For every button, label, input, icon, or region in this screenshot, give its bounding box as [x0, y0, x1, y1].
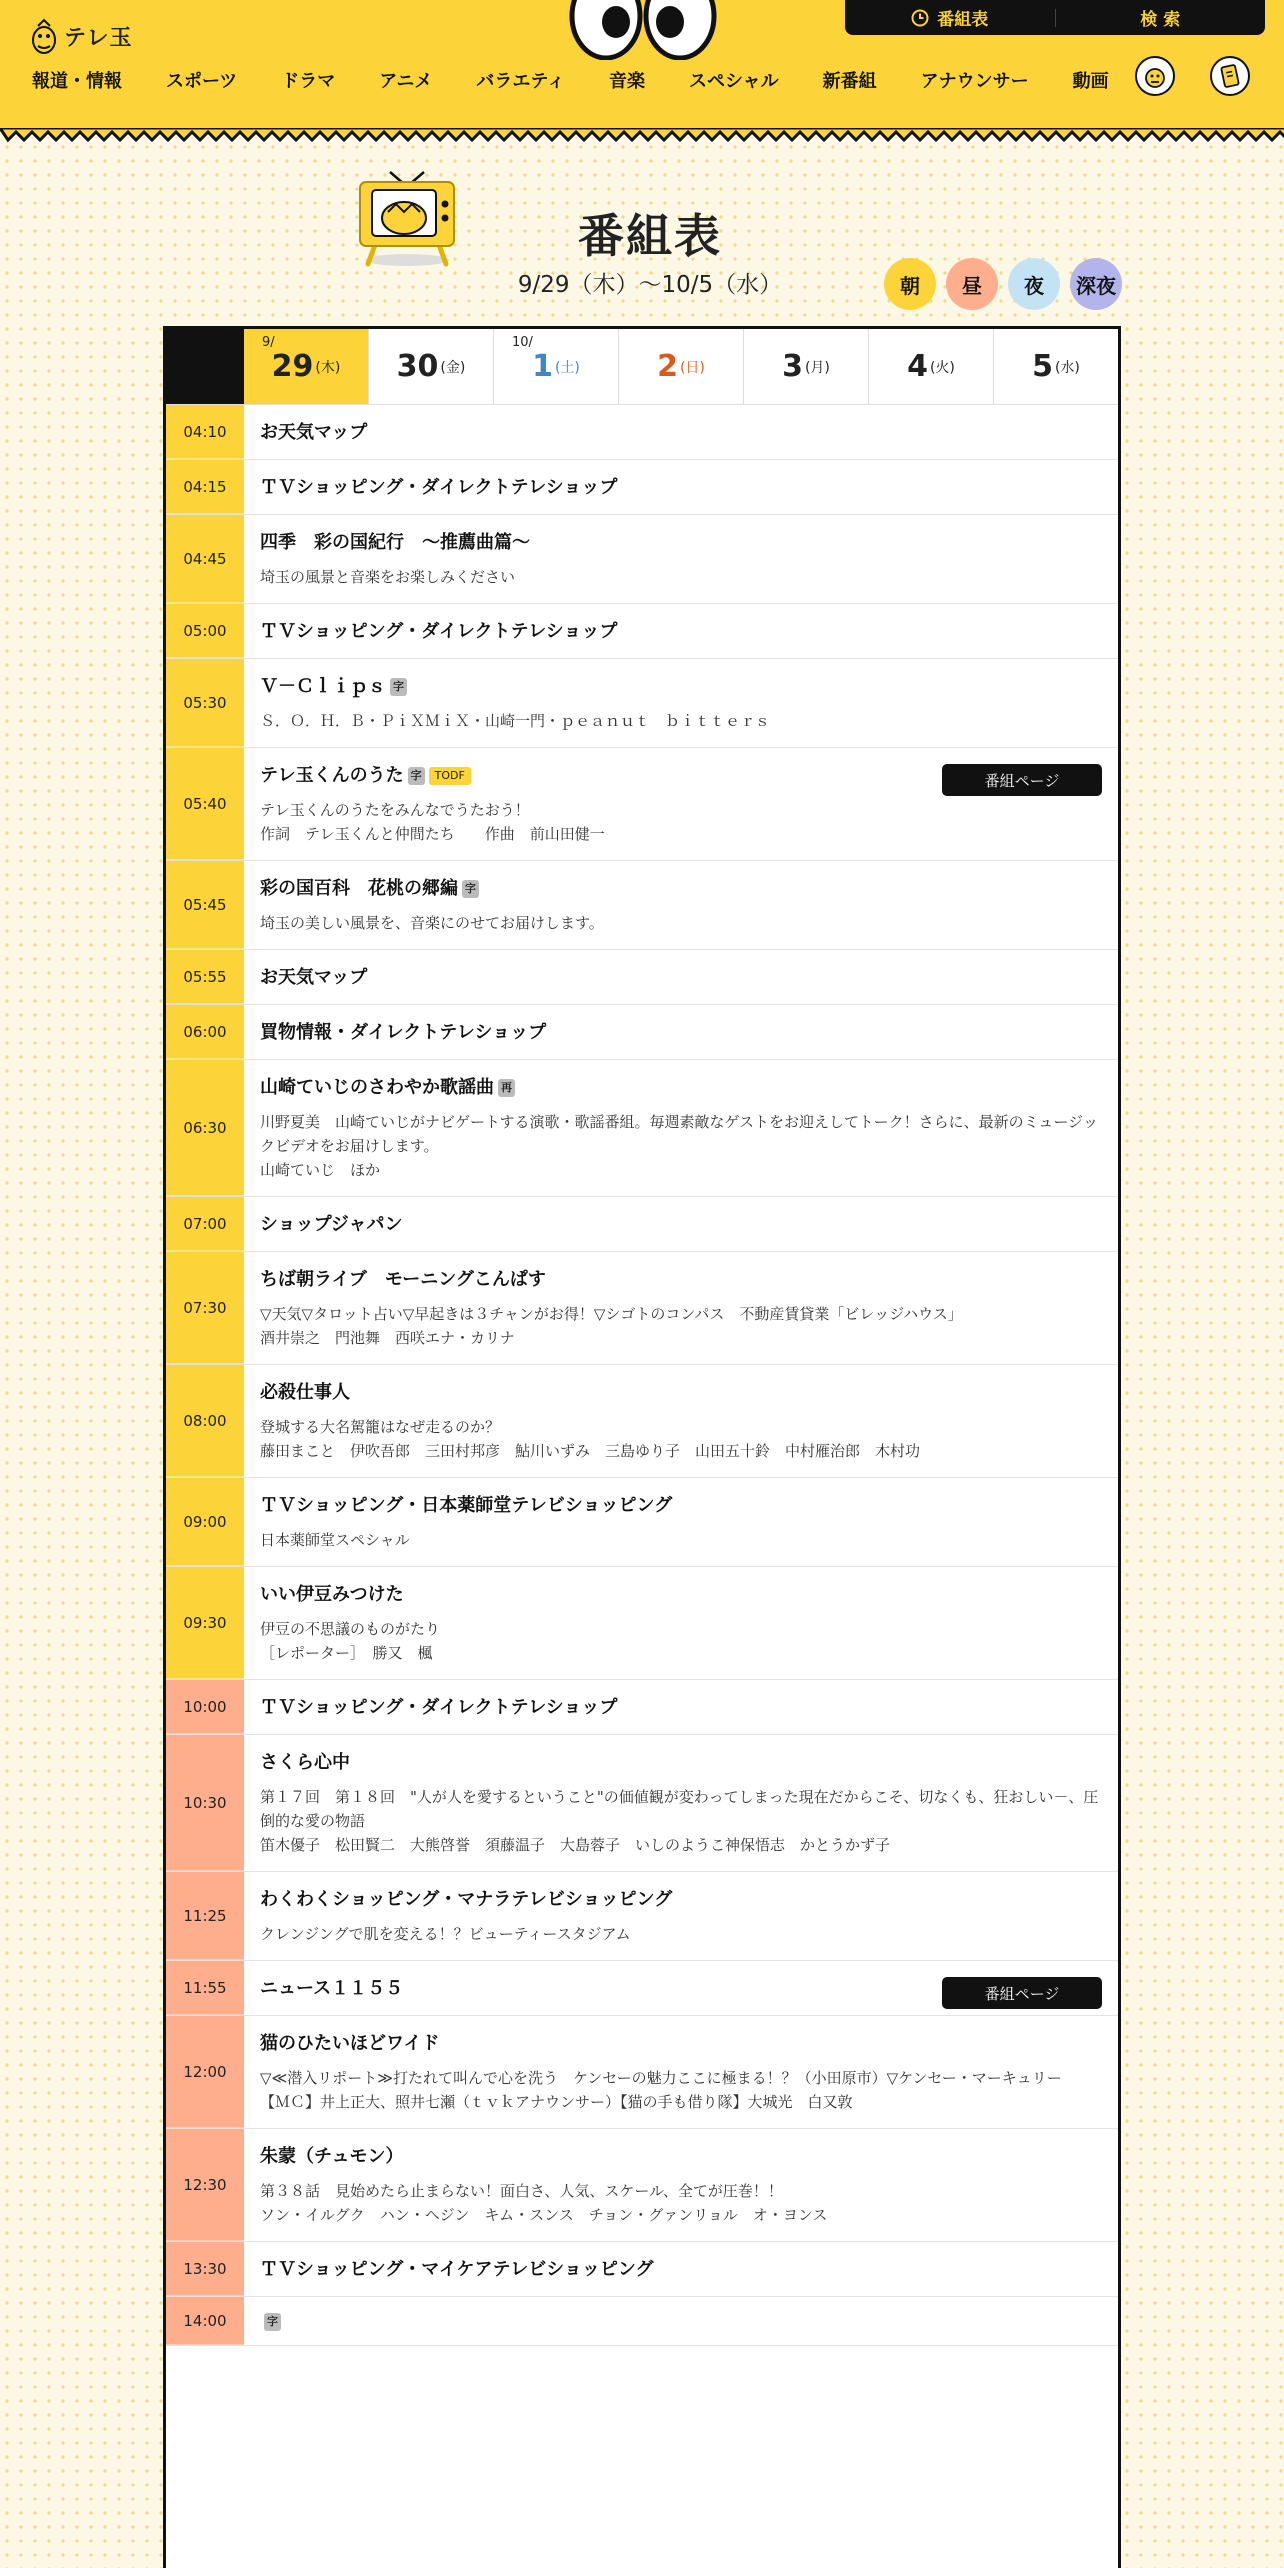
- program-title-line: [260, 2313, 1102, 2331]
- day-weekday: (月): [804, 359, 830, 376]
- caption-badge: 再: [498, 1079, 515, 1097]
- program-time: 10:30: [166, 1735, 244, 1871]
- day-weekday: (火): [929, 359, 955, 376]
- day-number: 1: [532, 349, 553, 384]
- main-nav: [30, 60, 1140, 100]
- program-row[interactable]: [166, 950, 1118, 1005]
- program-title[interactable]: 必殺仕事人: [260, 1382, 350, 1403]
- nav-drama[interactable]: ドラマ: [281, 71, 336, 92]
- day-tabs: [166, 329, 1118, 405]
- program-content: [244, 1365, 1118, 1477]
- program-time: 06:00: [166, 1005, 244, 1059]
- program-title[interactable]: 四季 彩の国紀行 ～推薦曲篇～: [260, 532, 530, 553]
- clock-icon: [911, 9, 929, 27]
- description-line: ▽≪潜入リポート≫打たれて叫んで心を洗う ケンセーの魅力ここに極まる！？（小田原市）▽ケンセー・マーキュリー: [260, 2069, 1062, 2087]
- program-title-line: [260, 2032, 1102, 2056]
- day-weekday: (金): [440, 359, 466, 376]
- day-weekday: (木): [315, 359, 341, 376]
- program-guide-link[interactable]: [845, 5, 1055, 30]
- description-line: ▽天気▽タロット占い▽早起きは３チャンがお得！▽シゴトのコンパス 不動産賃貸業「ビレッジハウス」: [260, 1305, 963, 1323]
- program-content: [244, 659, 1118, 747]
- program-row[interactable]: [166, 2242, 1118, 2297]
- time-late-night-button[interactable]: 深夜: [1070, 258, 1122, 310]
- program-title-line: [260, 675, 1102, 699]
- program-title[interactable]: ちば朝ライブ モーニングこんぱす: [260, 1269, 546, 1290]
- program-row[interactable]: [166, 1365, 1118, 1478]
- program-row[interactable]: [166, 1252, 1118, 1365]
- program-row[interactable]: [166, 460, 1118, 515]
- nav-anime[interactable]: アニメ: [379, 71, 433, 92]
- mascot-face-icon: [1142, 63, 1168, 89]
- program-row[interactable]: [166, 659, 1118, 748]
- program-content: [244, 1478, 1118, 1566]
- program-row[interactable]: [166, 2297, 1118, 2346]
- time-daytime-button[interactable]: 昼: [946, 258, 998, 310]
- program-title[interactable]: ニュース１１５５: [260, 1978, 404, 1999]
- program-title[interactable]: 猫のひたいほどワイド: [260, 2033, 440, 2054]
- mascot-eyes-icon: [568, 0, 718, 60]
- program-title-line: [260, 1021, 1102, 1045]
- program-time: 07:30: [166, 1252, 244, 1364]
- day-tab-3[interactable]: [743, 329, 868, 404]
- program-content: [244, 1060, 1118, 1196]
- program-title[interactable]: 朱蒙（チュモン）: [260, 2146, 404, 2167]
- day-number: 3: [782, 349, 803, 384]
- program-title-line: [260, 1696, 1102, 1720]
- program-title[interactable]: ＴＶショッピング・日本薬師堂テレビショッピング: [260, 1495, 673, 1516]
- search-label: 検 索: [1140, 10, 1181, 30]
- day-number: 2: [657, 349, 678, 384]
- nav-new-programs[interactable]: 新番組: [822, 71, 877, 92]
- program-title[interactable]: ショップジャパン: [260, 1214, 403, 1235]
- program-title-line: [260, 1494, 1102, 1518]
- day-number: 29: [271, 349, 314, 384]
- program-content: [244, 861, 1118, 949]
- program-page-button[interactable]: 番組ページ: [942, 764, 1102, 796]
- teletama-mascot-icon: [30, 16, 58, 56]
- program-description: [260, 565, 1102, 589]
- description-line: 川野夏美 山崎ていじがナビゲートする演歌・歌謡番組。毎週素敵なゲストをお迎えしてトーク！さらに、最新のミュージックビデオをお届けします。: [260, 1113, 1099, 1155]
- program-title[interactable]: 山崎ていじのさわやか歌謡曲: [260, 1077, 494, 1098]
- program-description: [260, 1528, 1102, 1552]
- caption-badge: 字: [462, 880, 479, 898]
- description-line: 笛木優子 松田賢二 大熊啓誉 須藤温子 大島蓉子 いしのようこ神保悟志 かとうかず子: [260, 1836, 891, 1854]
- program-description: [260, 709, 1102, 733]
- program-content: [244, 1872, 1118, 1960]
- program-time: 11:25: [166, 1872, 244, 1960]
- teletama-kun-button[interactable]: [1135, 56, 1175, 96]
- program-title[interactable]: さくら心中: [260, 1752, 350, 1773]
- program-row[interactable]: [166, 1567, 1118, 1680]
- program-description: [260, 1110, 1102, 1182]
- day-tab-5[interactable]: [993, 329, 1118, 404]
- day-month: 10/: [512, 335, 533, 350]
- description-line: 第３８話 見始めたら止まらない！面白さ、人気、スケール、全てが圧巻！！: [260, 2182, 783, 2200]
- program-row[interactable]: [166, 2016, 1118, 2129]
- todf-badge: TODF: [429, 767, 471, 785]
- program-content: [244, 2016, 1118, 2128]
- program-content: [244, 604, 1118, 658]
- program-description: [260, 1785, 1102, 1857]
- program-time: 05:40: [166, 748, 244, 860]
- program-row[interactable]: [166, 405, 1118, 460]
- program-row[interactable]: [166, 1872, 1118, 1961]
- top-bar: [845, 0, 1265, 35]
- program-title-line: [260, 1583, 1102, 1607]
- program-description: [260, 1922, 1102, 1946]
- program-time: 07:00: [166, 1197, 244, 1251]
- program-description: [260, 2179, 1102, 2227]
- program-content: [244, 2129, 1118, 2241]
- program-time: 04:10: [166, 405, 244, 459]
- schedule-table: [163, 326, 1121, 2568]
- nav-sports[interactable]: スポーツ: [166, 71, 238, 92]
- program-title[interactable]: 買物情報・ダイレクトテレショップ: [260, 1022, 547, 1043]
- day-number: 5: [1032, 349, 1053, 384]
- program-title-line: [260, 1268, 1102, 1292]
- site-header: [0, 0, 1284, 132]
- program-title-line: [260, 620, 1102, 644]
- description-line: 登城する大名駕籠はなぜ走るのか？: [260, 1418, 501, 1436]
- program-title-line: [260, 421, 1102, 445]
- program-description: [260, 911, 1102, 935]
- program-title[interactable]: ＴＶショッピング・ダイレクトテレショップ: [260, 477, 618, 498]
- program-time: 08:00: [166, 1365, 244, 1477]
- page-title: 番組表: [578, 209, 722, 263]
- description-line: 日本薬師堂スペシャル: [260, 1531, 410, 1549]
- program-content: [244, 515, 1118, 603]
- day-tab-29[interactable]: [244, 329, 368, 404]
- description-line: クレンジングで肌を変える！？ビューティースタジアム: [260, 1925, 631, 1943]
- nav-special[interactable]: スペシャル: [688, 71, 779, 92]
- program-row[interactable]: [166, 1735, 1118, 1872]
- description-line: テレ玉くんのうたをみんなでうたおう！: [260, 801, 530, 819]
- program-time: 09:00: [166, 1478, 244, 1566]
- program-time: 13:30: [166, 2242, 244, 2296]
- program-title-line: [260, 877, 1102, 901]
- program-list: [166, 405, 1118, 2346]
- program-time: 05:00: [166, 604, 244, 658]
- program-time: 05:45: [166, 861, 244, 949]
- day-weekday: (土): [554, 359, 580, 376]
- tv-mascot-illustration: [352, 168, 462, 268]
- program-time: 11:55: [166, 1961, 244, 2015]
- program-content: [244, 950, 1118, 1004]
- program-row[interactable]: [166, 1680, 1118, 1735]
- program-row[interactable]: [166, 1197, 1118, 1252]
- site-logo[interactable]: [30, 14, 133, 58]
- description-line: 藤田まこと 伊吹吾郎 三田村邦彦 鮎川いずみ 三島ゆり子 山田五十鈴 中村雁治郎 木村功: [260, 1442, 921, 1460]
- description-line: Ｓ．Ｏ．Ｈ．Ｂ・ＰｉＸＭｉＸ・山崎一門・ｐｅａｎｕｔ ｂｉｔｔｅｒｓ: [260, 712, 771, 730]
- program-title[interactable]: ＴＶショッピング・ダイレクトテレショップ: [260, 621, 618, 642]
- search-button[interactable]: [1056, 5, 1266, 30]
- program-title[interactable]: ＴＶショッピング・マイケアテレビショッピング: [260, 2259, 654, 2280]
- description-line: 作詞 テレ玉くんと仲間たち 作曲 前山田健一: [260, 825, 605, 843]
- day-month: 9/: [262, 335, 275, 350]
- program-guide-label: 番組表: [937, 10, 989, 30]
- program-time: 04:45: [166, 515, 244, 603]
- program-title-line: [260, 1381, 1102, 1405]
- program-title-line: [260, 1076, 1102, 1100]
- program-title-line: [260, 966, 1102, 990]
- description-line: ソン・イルグク ハン・ヘジン キム・スンス チョン・グァンリョル オ・ヨンス: [260, 2206, 828, 2224]
- description-line: 山崎ていじ ほか: [260, 1161, 381, 1179]
- program-row[interactable]: [166, 1478, 1118, 1567]
- program-description: [260, 1617, 1102, 1665]
- day-number: 4: [907, 349, 928, 384]
- program-row[interactable]: [166, 604, 1118, 659]
- time-morning-button[interactable]: 朝: [884, 258, 936, 310]
- nav-video[interactable]: 動画: [1072, 71, 1109, 92]
- program-title[interactable]: お天気マップ: [260, 422, 368, 443]
- program-row[interactable]: [166, 748, 1118, 861]
- caption-badge: 字: [264, 2313, 281, 2331]
- program-content: [244, 1735, 1118, 1871]
- program-title[interactable]: 彩の国百科 花桃の郷編: [260, 878, 458, 899]
- nav-news[interactable]: 報道・情報: [32, 71, 122, 92]
- program-time: 10:00: [166, 1680, 244, 1734]
- program-title-line: [260, 1213, 1102, 1237]
- logo-text: テレ玉: [64, 25, 133, 51]
- program-title-line: [260, 1751, 1102, 1775]
- description-line: ［レポーター］ 勝又 楓: [260, 1644, 433, 1662]
- table-corner: [166, 329, 244, 404]
- program-row[interactable]: [166, 861, 1118, 950]
- program-title[interactable]: ＴＶショッピング・ダイレクトテレショップ: [260, 1697, 618, 1718]
- program-title-line: [260, 2145, 1102, 2169]
- program-time: 04:15: [166, 460, 244, 514]
- date-range: 9/29（木）〜10/5（水）: [517, 272, 783, 298]
- description-line: 酒井崇之 門池舞 西咲エナ・カリナ: [260, 1329, 515, 1347]
- program-page-button[interactable]: 番組ページ: [942, 1977, 1102, 2009]
- program-time: 06:30: [166, 1060, 244, 1196]
- time-night-button[interactable]: 夜: [1008, 258, 1060, 310]
- program-time: 05:30: [166, 659, 244, 747]
- program-content: [244, 460, 1118, 514]
- nav-variety[interactable]: バラエティ: [476, 71, 565, 92]
- day-tab-30[interactable]: [368, 329, 493, 404]
- program-row[interactable]: [166, 2129, 1118, 2242]
- program-description: [260, 798, 1102, 846]
- program-title-line: [260, 1888, 1102, 1912]
- header-zigzag-edge: [0, 128, 1284, 148]
- description-line: 埼玉の美しい風景を、音楽にのせてお届けします。: [260, 914, 604, 932]
- description-line: 埼玉の風景と音楽をお楽しみください: [260, 568, 516, 586]
- program-title-line: [260, 531, 1102, 555]
- caption-badge: 字: [390, 678, 407, 696]
- description-line: 伊豆の不思議のものがたり: [260, 1620, 441, 1638]
- program-content: [244, 1197, 1118, 1251]
- program-content: [244, 1567, 1118, 1679]
- day-weekday: (水): [1054, 359, 1080, 376]
- description-line: 第１７回 第１８回 "人が人を愛するということ"の価値観が変わってしまった現在だからこそ、切なくも、狂おしい－、圧倒的な愛の物語: [260, 1788, 1099, 1830]
- program-row[interactable]: [166, 515, 1118, 604]
- program-content: [244, 405, 1118, 459]
- program-time: 05:55: [166, 950, 244, 1004]
- program-title-line: [260, 476, 1102, 500]
- day-tab-4[interactable]: [868, 329, 993, 404]
- program-content: [244, 748, 1118, 860]
- guide-book-icon: [1218, 63, 1242, 89]
- program-title[interactable]: いい伊豆みつけた: [260, 1584, 404, 1605]
- day-weekday: (日): [679, 359, 705, 376]
- program-row[interactable]: [166, 1961, 1118, 2016]
- program-row[interactable]: [166, 1060, 1118, 1197]
- day-tab-2[interactable]: [618, 329, 743, 404]
- program-time: 14:00: [166, 2297, 244, 2345]
- program-title[interactable]: テレ玉くんのうた: [260, 765, 404, 786]
- program-description: [260, 1415, 1102, 1463]
- program-title[interactable]: Ｖ－Ｃｌｉｐｓ: [260, 676, 386, 697]
- program-title[interactable]: わくわくショッピング・マナラテレビショッピング: [260, 1889, 673, 1910]
- nav-announcer[interactable]: アナウンサー: [920, 71, 1029, 92]
- program-content: [244, 1252, 1118, 1364]
- caption-badge: 字: [408, 767, 425, 785]
- program-content: [244, 1680, 1118, 1734]
- day-tab-1[interactable]: [493, 329, 618, 404]
- program-content: [244, 1961, 1118, 2015]
- program-description: [260, 1302, 1102, 1350]
- nav-music[interactable]: 音楽: [608, 71, 645, 92]
- program-row[interactable]: [166, 1005, 1118, 1060]
- program-title[interactable]: お天気マップ: [260, 967, 368, 988]
- program-time: 12:30: [166, 2129, 244, 2241]
- teletama-guide-button[interactable]: [1210, 56, 1250, 96]
- day-number: 30: [396, 349, 439, 384]
- program-content: [244, 2242, 1118, 2296]
- description-line: 【ＭＣ】井上正大、照井七瀬（ｔｖｋアナウンサー）【猫の手も借り隊】大城光 白又敦: [260, 2093, 853, 2111]
- program-content: [244, 1005, 1118, 1059]
- program-title-line: [260, 2258, 1102, 2282]
- program-content: [244, 2297, 1118, 2345]
- program-time: 09:30: [166, 1567, 244, 1679]
- program-time: 12:00: [166, 2016, 244, 2128]
- program-description: [260, 2066, 1102, 2114]
